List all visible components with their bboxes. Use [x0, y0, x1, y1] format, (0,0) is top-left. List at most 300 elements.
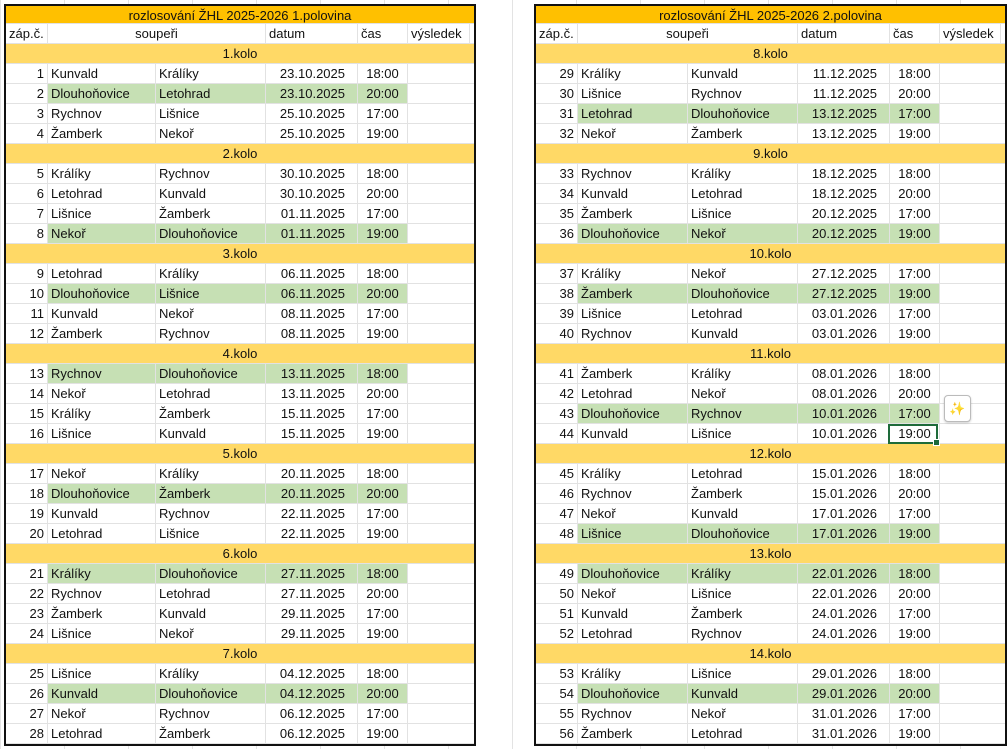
match-time[interactable]: 20:00	[890, 684, 940, 703]
match-number[interactable]: 53	[536, 664, 578, 683]
match-result[interactable]	[408, 664, 470, 683]
match-date[interactable]: 06.11.2025	[266, 264, 358, 283]
match-number[interactable]: 24	[6, 624, 48, 643]
match-date[interactable]: 23.10.2025	[266, 64, 358, 83]
match-number[interactable]: 36	[536, 224, 578, 243]
away-team[interactable]: Rychnov	[156, 164, 266, 183]
match-time[interactable]: 20:00	[890, 184, 940, 203]
match-date[interactable]: 13.12.2025	[798, 104, 890, 123]
match-date[interactable]: 06.11.2025	[266, 284, 358, 303]
away-team[interactable]: Lišnice	[688, 584, 798, 603]
home-team[interactable]: Kunvald	[48, 304, 156, 323]
away-team[interactable]: Rychnov	[688, 624, 798, 643]
away-team[interactable]: Žamberk	[688, 484, 798, 503]
away-team[interactable]: Letohrad	[688, 304, 798, 323]
match-date[interactable]: 25.10.2025	[266, 104, 358, 123]
away-team[interactable]: Nekoř	[688, 264, 798, 283]
match-result[interactable]	[940, 304, 1001, 323]
match-result[interactable]	[408, 584, 470, 603]
match-time[interactable]: 19:00	[358, 424, 408, 443]
match-number[interactable]: 52	[536, 624, 578, 643]
match-number[interactable]: 14	[6, 384, 48, 403]
match-time[interactable]: 17:00	[358, 404, 408, 423]
match-number[interactable]: 35	[536, 204, 578, 223]
match-result[interactable]	[940, 724, 1001, 743]
match-result[interactable]	[940, 484, 1001, 503]
match-result[interactable]	[408, 124, 470, 143]
match-result[interactable]	[408, 524, 470, 543]
away-team[interactable]: Lišnice	[156, 104, 266, 123]
away-team[interactable]: Králíky	[156, 464, 266, 483]
away-team[interactable]: Nekoř	[156, 124, 266, 143]
match-time[interactable]: 18:00	[890, 664, 940, 683]
match-date[interactable]: 31.01.2026	[798, 704, 890, 723]
away-team[interactable]: Letohrad	[688, 464, 798, 483]
home-team[interactable]: Lišnice	[48, 664, 156, 683]
match-date[interactable]: 11.12.2025	[798, 64, 890, 83]
match-number[interactable]: 47	[536, 504, 578, 523]
match-number[interactable]: 3	[6, 104, 48, 123]
match-result[interactable]	[940, 504, 1001, 523]
match-number[interactable]: 13	[6, 364, 48, 383]
match-time[interactable]: 19:00	[358, 624, 408, 643]
match-result[interactable]	[408, 304, 470, 323]
match-date[interactable]: 03.01.2026	[798, 324, 890, 343]
match-time[interactable]: 19:00	[890, 524, 940, 543]
match-time[interactable]: 20:00	[358, 384, 408, 403]
match-result[interactable]	[408, 684, 470, 703]
match-date[interactable]: 29.11.2025	[266, 604, 358, 623]
home-team[interactable]: Nekoř	[48, 464, 156, 483]
match-result[interactable]	[408, 264, 470, 283]
match-date[interactable]: 24.01.2026	[798, 604, 890, 623]
match-result[interactable]	[408, 564, 470, 583]
away-team[interactable]: Nekoř	[156, 304, 266, 323]
match-time[interactable]: 20:00	[358, 484, 408, 503]
home-team[interactable]: Lišnice	[578, 84, 688, 103]
match-result[interactable]	[940, 264, 1001, 283]
home-team[interactable]: Letohrad	[48, 184, 156, 203]
match-time[interactable]: 18:00	[890, 464, 940, 483]
home-team[interactable]: Letohrad	[48, 524, 156, 543]
home-team[interactable]: Kunvald	[578, 604, 688, 623]
match-date[interactable]: 23.10.2025	[266, 84, 358, 103]
match-time[interactable]: 18:00	[890, 364, 940, 383]
match-time[interactable]: 17:00	[890, 404, 940, 423]
match-number[interactable]: 43	[536, 404, 578, 423]
match-number[interactable]: 37	[536, 264, 578, 283]
match-time[interactable]: 17:00	[890, 604, 940, 623]
match-date[interactable]: 08.11.2025	[266, 304, 358, 323]
match-number[interactable]: 1	[6, 64, 48, 83]
home-team[interactable]: Králíky	[578, 64, 688, 83]
home-team[interactable]: Dlouhoňovice	[578, 404, 688, 423]
match-number[interactable]: 51	[536, 604, 578, 623]
home-team[interactable]: Lišnice	[48, 424, 156, 443]
away-team[interactable]: Letohrad	[688, 724, 798, 743]
match-time[interactable]: 17:00	[890, 204, 940, 223]
match-number[interactable]: 39	[536, 304, 578, 323]
match-result[interactable]	[940, 184, 1001, 203]
match-time[interactable]: 20:00	[890, 584, 940, 603]
match-date[interactable]: 15.01.2026	[798, 484, 890, 503]
match-time[interactable]: 18:00	[358, 264, 408, 283]
away-team[interactable]: Dlouhoňovice	[688, 524, 798, 543]
match-number[interactable]: 5	[6, 164, 48, 183]
match-date[interactable]: 20.11.2025	[266, 464, 358, 483]
away-team[interactable]: Rychnov	[688, 84, 798, 103]
match-date[interactable]: 04.12.2025	[266, 664, 358, 683]
match-date[interactable]: 01.11.2025	[266, 204, 358, 223]
match-result[interactable]	[940, 284, 1001, 303]
home-team[interactable]: Rychnov	[48, 104, 156, 123]
home-team[interactable]: Králíky	[48, 564, 156, 583]
match-number[interactable]: 46	[536, 484, 578, 503]
away-team[interactable]: Lišnice	[688, 664, 798, 683]
home-team[interactable]: Dlouhoňovice	[578, 564, 688, 583]
match-date[interactable]: 13.11.2025	[266, 364, 358, 383]
match-result[interactable]	[408, 384, 470, 403]
match-number[interactable]: 2	[6, 84, 48, 103]
home-team[interactable]: Králíky	[48, 404, 156, 423]
match-time[interactable]: 20:00	[358, 184, 408, 203]
match-number[interactable]: 22	[6, 584, 48, 603]
match-number[interactable]: 32	[536, 124, 578, 143]
home-team[interactable]: Rychnov	[48, 584, 156, 603]
match-time[interactable]: 17:00	[890, 104, 940, 123]
match-result[interactable]	[408, 404, 470, 423]
match-date[interactable]: 17.01.2026	[798, 504, 890, 523]
home-team[interactable]: Lišnice	[48, 624, 156, 643]
away-team[interactable]: Kunvald	[156, 424, 266, 443]
match-result[interactable]	[408, 704, 470, 723]
match-result[interactable]	[408, 284, 470, 303]
match-time[interactable]: 18:00	[358, 664, 408, 683]
home-team[interactable]: Nekoř	[48, 224, 156, 243]
away-team[interactable]: Lišnice	[156, 524, 266, 543]
away-team[interactable]: Dlouhoňovice	[688, 104, 798, 123]
match-time[interactable]: 19:00	[890, 424, 940, 443]
match-result[interactable]	[408, 104, 470, 123]
match-number[interactable]: 18	[6, 484, 48, 503]
match-time[interactable]: 17:00	[358, 604, 408, 623]
match-date[interactable]: 22.01.2026	[798, 584, 890, 603]
home-team[interactable]: Žamberk	[578, 364, 688, 383]
match-result[interactable]	[940, 464, 1001, 483]
away-team[interactable]: Dlouhoňovice	[156, 364, 266, 383]
match-date[interactable]: 31.01.2026	[798, 724, 890, 743]
match-date[interactable]: 20.11.2025	[266, 484, 358, 503]
away-team[interactable]: Žamberk	[156, 404, 266, 423]
match-number[interactable]: 9	[6, 264, 48, 283]
home-team[interactable]: Lišnice	[578, 304, 688, 323]
match-result[interactable]	[940, 364, 1001, 383]
match-time[interactable]: 19:00	[890, 124, 940, 143]
away-team[interactable]: Letohrad	[156, 584, 266, 603]
match-date[interactable]: 27.11.2025	[266, 584, 358, 603]
sparkle-wand-icon[interactable]: ✨	[944, 395, 971, 422]
away-team[interactable]: Lišnice	[156, 284, 266, 303]
match-result[interactable]	[940, 584, 1001, 603]
match-date[interactable]: 15.11.2025	[266, 424, 358, 443]
match-time[interactable]: 20:00	[358, 684, 408, 703]
home-team[interactable]: Nekoř	[578, 504, 688, 523]
match-time[interactable]: 20:00	[890, 84, 940, 103]
match-number[interactable]: 29	[536, 64, 578, 83]
match-number[interactable]: 40	[536, 324, 578, 343]
match-result[interactable]	[408, 64, 470, 83]
match-time[interactable]: 17:00	[358, 504, 408, 523]
away-team[interactable]: Králíky	[156, 664, 266, 683]
match-number[interactable]: 4	[6, 124, 48, 143]
match-number[interactable]: 7	[6, 204, 48, 223]
match-result[interactable]	[408, 624, 470, 643]
home-team[interactable]: Králíky	[578, 264, 688, 283]
match-result[interactable]	[940, 684, 1001, 703]
match-date[interactable]: 15.01.2026	[798, 464, 890, 483]
away-team[interactable]: Žamberk	[156, 724, 266, 743]
match-result[interactable]	[408, 84, 470, 103]
match-date[interactable]: 30.10.2025	[266, 164, 358, 183]
match-number[interactable]: 11	[6, 304, 48, 323]
match-number[interactable]: 8	[6, 224, 48, 243]
away-team[interactable]: Lišnice	[688, 424, 798, 443]
away-team[interactable]: Kunvald	[688, 504, 798, 523]
match-date[interactable]: 29.01.2026	[798, 664, 890, 683]
match-time[interactable]: 19:00	[890, 324, 940, 343]
match-time[interactable]: 17:00	[890, 264, 940, 283]
match-date[interactable]: 22.11.2025	[266, 524, 358, 543]
match-date[interactable]: 27.12.2025	[798, 264, 890, 283]
match-date[interactable]: 22.01.2026	[798, 564, 890, 583]
match-number[interactable]: 12	[6, 324, 48, 343]
away-team[interactable]: Dlouhoňovice	[688, 284, 798, 303]
home-team[interactable]: Žamberk	[578, 724, 688, 743]
away-team[interactable]: Nekoř	[688, 704, 798, 723]
match-number[interactable]: 25	[6, 664, 48, 683]
match-time[interactable]: 20:00	[358, 84, 408, 103]
away-team[interactable]: Nekoř	[688, 224, 798, 243]
match-time[interactable]: 19:00	[358, 324, 408, 343]
home-team[interactable]: Letohrad	[48, 264, 156, 283]
home-team[interactable]: Dlouhoňovice	[578, 684, 688, 703]
match-time[interactable]: 17:00	[890, 704, 940, 723]
match-result[interactable]	[408, 424, 470, 443]
match-result[interactable]	[408, 364, 470, 383]
match-number[interactable]: 6	[6, 184, 48, 203]
match-result[interactable]	[408, 464, 470, 483]
match-time[interactable]: 19:00	[358, 224, 408, 243]
match-result[interactable]	[408, 164, 470, 183]
match-result[interactable]	[408, 224, 470, 243]
match-number[interactable]: 28	[6, 724, 48, 743]
home-team[interactable]: Žamberk	[48, 124, 156, 143]
match-date[interactable]: 01.11.2025	[266, 224, 358, 243]
away-team[interactable]: Letohrad	[688, 184, 798, 203]
match-number[interactable]: 23	[6, 604, 48, 623]
match-time[interactable]: 20:00	[890, 484, 940, 503]
match-number[interactable]: 10	[6, 284, 48, 303]
match-date[interactable]: 15.11.2025	[266, 404, 358, 423]
match-date[interactable]: 08.11.2025	[266, 324, 358, 343]
match-number[interactable]: 42	[536, 384, 578, 403]
match-time[interactable]: 18:00	[358, 164, 408, 183]
match-time[interactable]: 19:00	[890, 624, 940, 643]
home-team[interactable]: Dlouhoňovice	[48, 84, 156, 103]
match-time[interactable]: 17:00	[890, 304, 940, 323]
home-team[interactable]: Rychnov	[48, 364, 156, 383]
away-team[interactable]: Letohrad	[156, 384, 266, 403]
match-time[interactable]: 19:00	[890, 284, 940, 303]
home-team[interactable]: Kunvald	[48, 64, 156, 83]
match-date[interactable]: 13.12.2025	[798, 124, 890, 143]
home-team[interactable]: Letohrad	[578, 624, 688, 643]
match-result[interactable]	[940, 84, 1001, 103]
away-team[interactable]: Žamberk	[688, 604, 798, 623]
match-date[interactable]: 29.11.2025	[266, 624, 358, 643]
match-time[interactable]: 18:00	[358, 464, 408, 483]
match-number[interactable]: 54	[536, 684, 578, 703]
match-number[interactable]: 49	[536, 564, 578, 583]
match-date[interactable]: 10.01.2026	[798, 404, 890, 423]
away-team[interactable]: Nekoř	[156, 624, 266, 643]
match-number[interactable]: 15	[6, 404, 48, 423]
match-time[interactable]: 19:00	[890, 224, 940, 243]
match-date[interactable]: 04.12.2025	[266, 684, 358, 703]
match-time[interactable]: 18:00	[890, 164, 940, 183]
match-number[interactable]: 38	[536, 284, 578, 303]
away-team[interactable]: Kunvald	[156, 184, 266, 203]
match-result[interactable]	[940, 104, 1001, 123]
home-team[interactable]: Rychnov	[578, 324, 688, 343]
match-result[interactable]	[940, 564, 1001, 583]
match-date[interactable]: 29.01.2026	[798, 684, 890, 703]
match-time[interactable]: 20:00	[890, 384, 940, 403]
home-team[interactable]: Žamberk	[48, 604, 156, 623]
home-team[interactable]: Letohrad	[578, 104, 688, 123]
home-team[interactable]: Kunvald	[578, 184, 688, 203]
match-time[interactable]: 20:00	[358, 284, 408, 303]
match-result[interactable]	[940, 164, 1001, 183]
match-result[interactable]	[940, 524, 1001, 543]
home-team[interactable]: Žamberk	[48, 324, 156, 343]
home-team[interactable]: Žamberk	[578, 284, 688, 303]
match-result[interactable]	[940, 604, 1001, 623]
match-number[interactable]: 41	[536, 364, 578, 383]
away-team[interactable]: Dlouhoňovice	[156, 684, 266, 703]
home-team[interactable]: Rychnov	[578, 484, 688, 503]
match-date[interactable]: 10.01.2026	[798, 424, 890, 443]
match-date[interactable]: 11.12.2025	[798, 84, 890, 103]
home-team[interactable]: Králíky	[578, 664, 688, 683]
match-date[interactable]: 08.01.2026	[798, 384, 890, 403]
match-number[interactable]: 21	[6, 564, 48, 583]
away-team[interactable]: Králíky	[156, 264, 266, 283]
home-team[interactable]: Nekoř	[578, 584, 688, 603]
match-date[interactable]: 18.12.2025	[798, 184, 890, 203]
away-team[interactable]: Lišnice	[688, 204, 798, 223]
away-team[interactable]: Králíky	[688, 564, 798, 583]
match-date[interactable]: 18.12.2025	[798, 164, 890, 183]
away-team[interactable]: Dlouhoňovice	[156, 564, 266, 583]
match-number[interactable]: 56	[536, 724, 578, 743]
match-result[interactable]	[940, 424, 1001, 443]
match-result[interactable]	[940, 204, 1001, 223]
match-number[interactable]: 33	[536, 164, 578, 183]
away-team[interactable]: Kunvald	[156, 604, 266, 623]
match-date[interactable]: 08.01.2026	[798, 364, 890, 383]
match-date[interactable]: 13.11.2025	[266, 384, 358, 403]
home-team[interactable]: Dlouhoňovice	[48, 484, 156, 503]
match-result[interactable]	[940, 704, 1001, 723]
match-time[interactable]: 17:00	[358, 704, 408, 723]
match-time[interactable]: 19:00	[358, 724, 408, 743]
match-time[interactable]: 19:00	[358, 524, 408, 543]
match-time[interactable]: 17:00	[358, 204, 408, 223]
match-result[interactable]	[408, 504, 470, 523]
match-date[interactable]: 30.10.2025	[266, 184, 358, 203]
match-number[interactable]: 44	[536, 424, 578, 443]
home-team[interactable]: Nekoř	[48, 384, 156, 403]
away-team[interactable]: Žamberk	[156, 204, 266, 223]
match-result[interactable]	[408, 484, 470, 503]
home-team[interactable]: Žamberk	[578, 204, 688, 223]
away-team[interactable]: Králíky	[688, 164, 798, 183]
match-time[interactable]: 18:00	[358, 64, 408, 83]
home-team[interactable]: Letohrad	[48, 724, 156, 743]
match-number[interactable]: 20	[6, 524, 48, 543]
home-team[interactable]: Nekoř	[578, 124, 688, 143]
match-number[interactable]: 27	[6, 704, 48, 723]
fill-handle[interactable]	[933, 439, 940, 446]
match-number[interactable]: 30	[536, 84, 578, 103]
away-team[interactable]: Kunvald	[688, 684, 798, 703]
away-team[interactable]: Rychnov	[156, 704, 266, 723]
match-result[interactable]	[940, 664, 1001, 683]
match-time[interactable]: 17:00	[890, 504, 940, 523]
match-date[interactable]: 25.10.2025	[266, 124, 358, 143]
match-number[interactable]: 55	[536, 704, 578, 723]
match-time[interactable]: 18:00	[890, 64, 940, 83]
home-team[interactable]: Rychnov	[578, 704, 688, 723]
selected-cell[interactable]	[888, 424, 938, 444]
match-time[interactable]: 17:00	[358, 304, 408, 323]
away-team[interactable]: Kunvald	[688, 64, 798, 83]
match-number[interactable]: 16	[6, 424, 48, 443]
match-date[interactable]: 20.12.2025	[798, 204, 890, 223]
match-result[interactable]	[408, 604, 470, 623]
match-number[interactable]: 26	[6, 684, 48, 703]
match-result[interactable]	[408, 324, 470, 343]
match-date[interactable]: 24.01.2026	[798, 624, 890, 643]
away-team[interactable]: Králíky	[156, 64, 266, 83]
home-team[interactable]: Králíky	[48, 164, 156, 183]
match-date[interactable]: 22.11.2025	[266, 504, 358, 523]
match-time[interactable]: 17:00	[358, 104, 408, 123]
match-number[interactable]: 50	[536, 584, 578, 603]
match-number[interactable]: 45	[536, 464, 578, 483]
match-time[interactable]: 19:00	[358, 124, 408, 143]
match-number[interactable]: 34	[536, 184, 578, 203]
home-team[interactable]: Letohrad	[578, 384, 688, 403]
away-team[interactable]: Nekoř	[688, 384, 798, 403]
match-date[interactable]: 27.12.2025	[798, 284, 890, 303]
match-result[interactable]	[940, 224, 1001, 243]
away-team[interactable]: Letohrad	[156, 84, 266, 103]
away-team[interactable]: Rychnov	[156, 324, 266, 343]
match-number[interactable]: 19	[6, 504, 48, 523]
home-team[interactable]: Dlouhoňovice	[578, 224, 688, 243]
